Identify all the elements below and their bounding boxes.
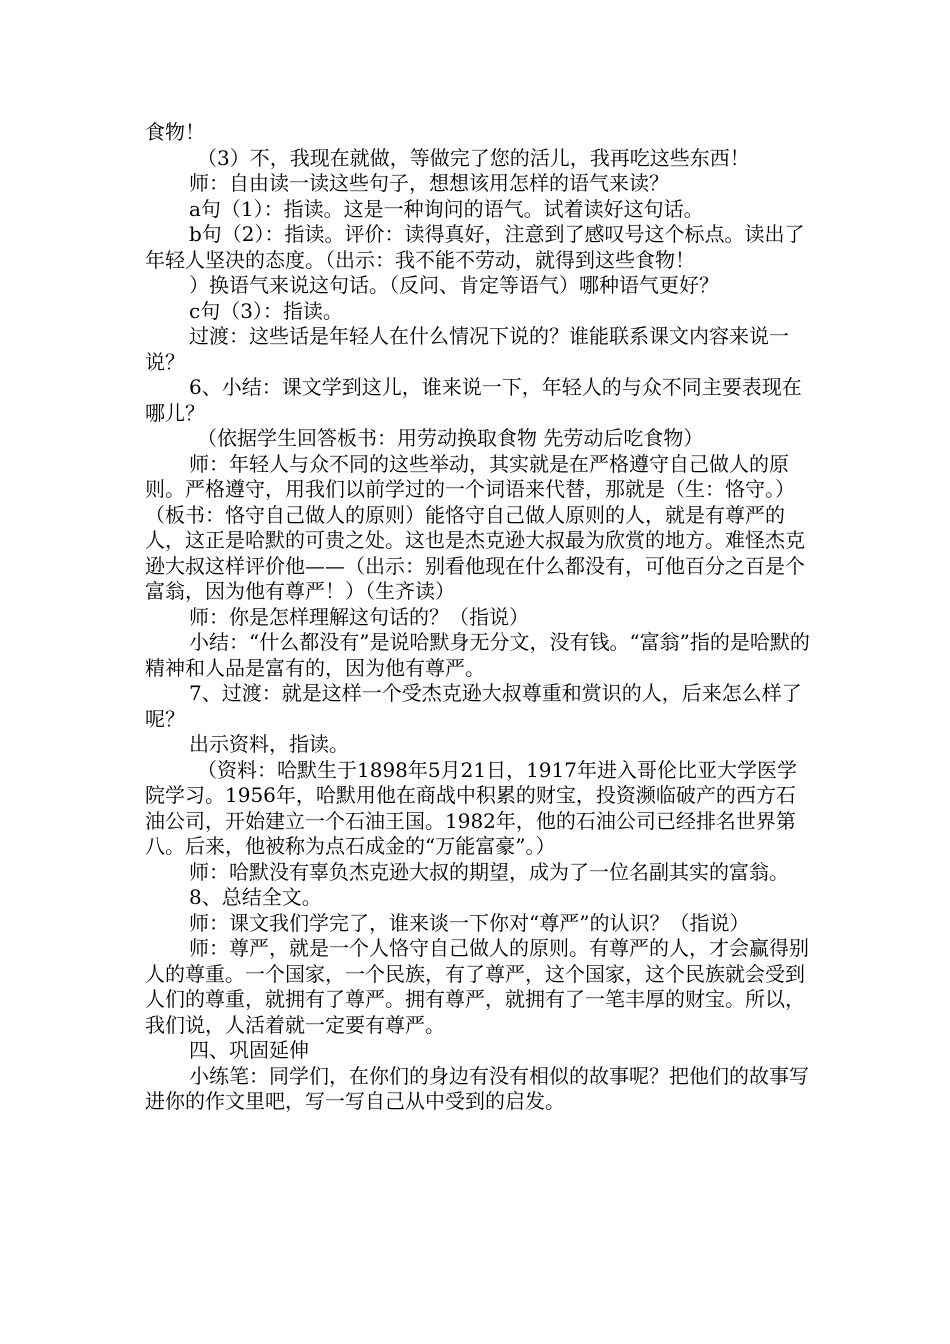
paragraph: 师：课文我们学完了，谁来谈一下你对“尊严”的认识？（指说） [189,910,750,935]
section-heading: 四、巩固延伸 [189,1038,309,1062]
paragraph: 出示资料，指读。 [189,732,349,756]
paragraph: 师：自由读一读这些句子，想想该用怎样的语气来读？ [189,171,669,195]
paragraph: 8、总结全文。 [189,885,322,909]
paragraph: 师：年轻人与众不同的这些举动，其实就是在严格遵守自己做人的原则。严格遵守，用我们以前学过的一个词语来代替，那就是（生：恪守。）（板书：恪守自己做人的原则）能恪守自己做人原则的人，就是有尊严的人，这正是哈默的可贵之处。这也是杰克逊大叔最为欣赏的地方。难怪杰克逊大叔这样评价他——（出示：别看他现在什么都没有，可他百分之百是个富翁，因为他有尊严！）（生齐读） [145,451,805,603]
paragraph: c句（3）：指读。 [189,298,343,323]
paragraph: a句（1）：指读。这是一种询问的语气。试着读好这句话。 [189,196,704,221]
paragraph: 过渡：这些话是年轻人在什么情况下说的？谁能联系课文内容来说一说？ [145,324,789,374]
paragraph: 7、过渡：就是这样一个受杰克逊大叔尊重和赏识的人，后来怎么样了呢？ [145,681,802,731]
paragraph: b句（2）：指读。评价：读得真好，注意到了感叹号这个标点。读出了年轻人坚决的态度。（出示：我不能不劳动，就得到这些食物！ [145,222,805,272]
paragraph: 食物！ [145,120,205,144]
paragraph: 小结：“什么都没有”是说哈默身无分文，没有钱。“富翁”指的是哈默的精神和人品是富有的，因为他有尊严。 [145,630,810,680]
paragraph: （依据学生回答板书：用劳动换取食物 先劳动后吃食物） [197,426,704,450]
paragraph: 小练笔：同学们，在你们的身边有没有相似的故事呢？把他们的故事写进你的作文里吧，写一写自己从中受到的启发。 [145,1063,809,1113]
paragraph: 师：尊严，就是一个人恪守自己做人的原则。有尊严的人，才会赢得别人的尊重。一个国家，一个民族，有了尊严，这个国家，这个民族就会受到人们的尊重，就拥有了尊严。拥有尊严，就拥有了一笔丰厚的财宝。所以，我们说，人活着就一定要有尊严。 [145,936,809,1037]
paragraph: 师：哈默没有辜负杰克逊大叔的期望，成为了一位名副其实的富翁。 [189,859,789,884]
document-body [145,120,810,1115]
paragraph: ）换语气来说这句话。（反问、肯定等语气）哪种语气更好？ [189,273,719,297]
paragraph: 师：你是怎样理解这句话的？（指说） [189,604,529,629]
paragraph: （资料：哈默生于1898年5月21日，1917年进入哥伦比亚大学医学院学习。1956年，哈默用他在商战中积累的财宝，投资濒临破产的西方石油公司，开始建立一个石油王国。1982年，他的石油公司已经排名世界第八。后来，他被称为点石成金的“万能富豪”。） [145,757,797,858]
paragraph: 6、小结：课文学到这儿，谁来说一下，年轻人的与众不同主要表现在哪儿？ [145,375,802,425]
paragraph: （3）不，我现在就做，等做完了您的活儿，我再吃这些东西！ [197,145,750,170]
